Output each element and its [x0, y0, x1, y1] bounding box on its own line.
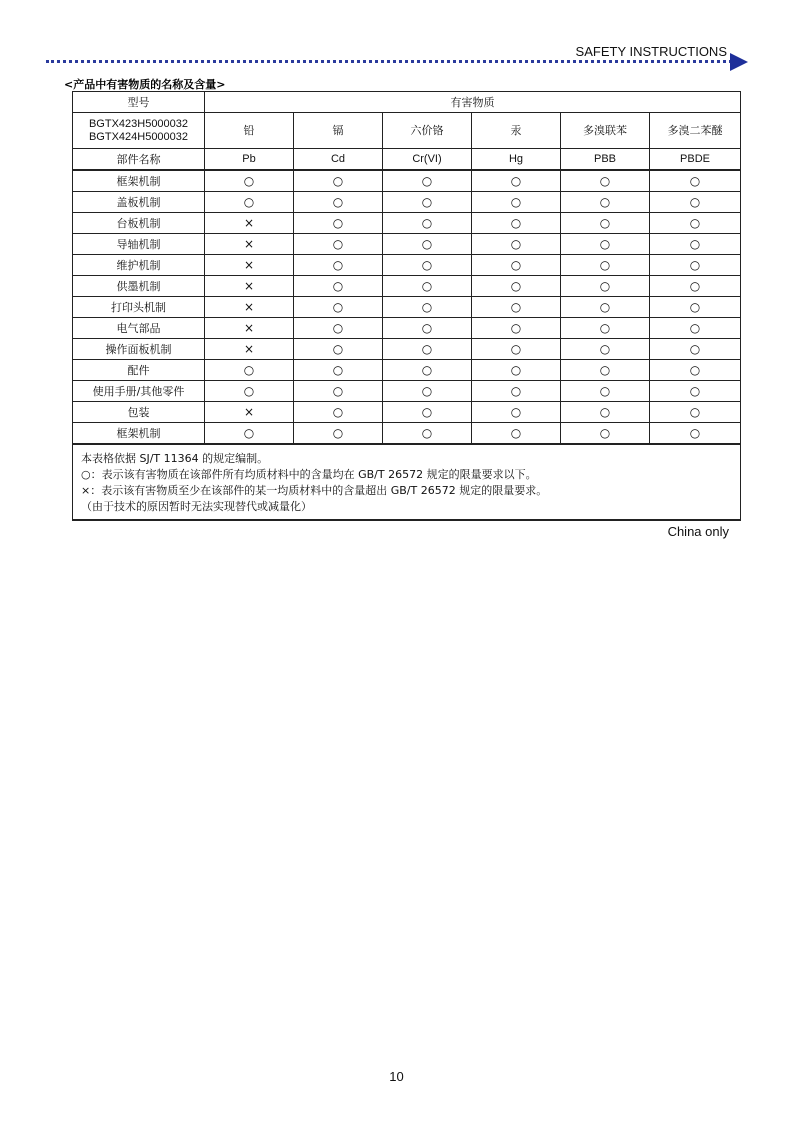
table-row [73, 339, 741, 360]
compliance-mark: ○ [561, 339, 650, 360]
part-name: 供墨机制 [73, 276, 205, 297]
compliance-mark: ○ [294, 297, 383, 318]
compliance-mark: ○ [294, 318, 383, 339]
substance-name: 多溴联苯 [561, 113, 650, 149]
compliance-mark: ○ [472, 192, 561, 213]
compliance-mark: ○ [650, 297, 741, 318]
compliance-mark: ○ [294, 423, 383, 445]
compliance-mark: ○ [650, 402, 741, 423]
part-name: 配件 [73, 360, 205, 381]
compliance-mark: ○ [383, 170, 472, 192]
compliance-mark: ○ [472, 318, 561, 339]
compliance-mark: ○ [650, 339, 741, 360]
compliance-mark: ○ [561, 318, 650, 339]
compliance-mark: ○ [561, 402, 650, 423]
compliance-mark: ○ [650, 381, 741, 402]
compliance-mark: ○ [650, 234, 741, 255]
substance-symbol: Pb [205, 149, 294, 171]
compliance-mark: ○ [650, 276, 741, 297]
compliance-mark: ○ [650, 170, 741, 192]
compliance-mark: ○ [205, 381, 294, 402]
note-line: （由于技术的原因暂时无法实现替代或减量化） [81, 500, 312, 513]
model-numbers [73, 113, 205, 149]
part-name: 打印头机制 [73, 297, 205, 318]
compliance-mark: × [205, 213, 294, 234]
compliance-mark: ○ [561, 192, 650, 213]
compliance-mark: ○ [650, 192, 741, 213]
compliance-mark: ○ [383, 381, 472, 402]
compliance-mark: ○ [383, 360, 472, 381]
table-row [73, 297, 741, 318]
table-title: <产品中有害物质的名称及含量> [64, 78, 226, 91]
compliance-mark: ○ [472, 339, 561, 360]
compliance-mark: ○ [383, 339, 472, 360]
part-name: 盖板机制 [73, 192, 205, 213]
compliance-mark: ○ [294, 192, 383, 213]
compliance-mark: ○ [561, 234, 650, 255]
compliance-mark: ○ [472, 255, 561, 276]
table-row [73, 318, 741, 339]
table-row [73, 276, 741, 297]
table-row [73, 360, 741, 381]
region-note: China only [667, 524, 729, 539]
substance-symbol: Cd [294, 149, 383, 171]
compliance-mark: ○ [472, 297, 561, 318]
compliance-mark: ○ [561, 213, 650, 234]
symbol-row [73, 149, 741, 171]
compliance-mark: × [205, 297, 294, 318]
compliance-mark: ○ [205, 170, 294, 192]
compliance-mark: ○ [472, 213, 561, 234]
substance-symbol: PBB [561, 149, 650, 171]
table-row [73, 423, 741, 445]
compliance-mark: × [205, 318, 294, 339]
compliance-mark: ○ [650, 213, 741, 234]
page-number: 10 [389, 1069, 404, 1084]
compliance-mark: ○ [294, 234, 383, 255]
model-number: BGTX423H5000032 [88, 117, 189, 130]
compliance-mark: ○ [294, 276, 383, 297]
substance-name: 镉 [294, 113, 383, 149]
table-row [73, 170, 741, 192]
compliance-mark: ○ [383, 192, 472, 213]
table-row [73, 255, 741, 276]
compliance-mark: ○ [561, 360, 650, 381]
compliance-mark: × [205, 339, 294, 360]
hazardous-substance-table [72, 91, 741, 521]
part-name: 包装 [73, 402, 205, 423]
arrow-right-icon [730, 53, 748, 71]
compliance-mark: ○ [561, 170, 650, 192]
compliance-mark: ○ [383, 423, 472, 445]
part-name: 使用手册/其他零件 [73, 381, 205, 402]
substance-header: 有害物质 [205, 92, 741, 113]
compliance-mark: ○ [561, 276, 650, 297]
substance-name: 多溴二苯醚 [650, 113, 741, 149]
compliance-mark: ○ [205, 192, 294, 213]
substance-name: 六价铬 [383, 113, 472, 149]
part-name: 维护机制 [73, 255, 205, 276]
table-row [73, 381, 741, 402]
compliance-mark: ○ [294, 339, 383, 360]
compliance-mark: × [205, 402, 294, 423]
compliance-mark: ○ [294, 381, 383, 402]
compliance-mark: ○ [294, 402, 383, 423]
section-title-label: SAFETY INSTRUCTIONS [575, 44, 727, 59]
part-name: 电气部品 [73, 318, 205, 339]
table-row [73, 234, 741, 255]
compliance-mark: ○ [383, 255, 472, 276]
table-row [73, 213, 741, 234]
part-label: 部件名称 [73, 149, 205, 171]
compliance-mark: ○ [650, 360, 741, 381]
part-name: 台板机制 [73, 213, 205, 234]
substance-name: 铅 [205, 113, 294, 149]
part-name: 导轴机制 [73, 234, 205, 255]
compliance-mark: ○ [383, 297, 472, 318]
compliance-mark: ○ [472, 423, 561, 445]
compliance-mark: ○ [205, 360, 294, 381]
compliance-mark: ○ [205, 423, 294, 445]
compliance-mark: ○ [294, 255, 383, 276]
compliance-mark: ○ [383, 402, 472, 423]
compliance-mark: ○ [472, 381, 561, 402]
compliance-mark: ○ [650, 423, 741, 445]
part-name: 框架机制 [73, 170, 205, 192]
compliance-mark: × [205, 276, 294, 297]
substance-symbol: PBDE [650, 149, 741, 171]
compliance-mark: × [205, 234, 294, 255]
compliance-mark: ○ [561, 381, 650, 402]
note-line: ○：表示该有害物质在该部件所有均质材料中的含量均在 GB/T 26572 规定的限量要求以下。 [81, 468, 537, 481]
part-name: 框架机制 [73, 423, 205, 445]
compliance-mark: ○ [561, 255, 650, 276]
compliance-mark: ○ [294, 170, 383, 192]
compliance-mark: ○ [472, 360, 561, 381]
substance-name-row [73, 113, 741, 149]
compliance-mark: ○ [472, 276, 561, 297]
compliance-mark: ○ [383, 234, 472, 255]
substance-symbol: Cr(VI) [383, 149, 472, 171]
compliance-mark: ○ [561, 423, 650, 445]
table-notes [73, 444, 741, 520]
compliance-mark: ○ [383, 276, 472, 297]
compliance-mark: ○ [650, 255, 741, 276]
table-row [73, 192, 741, 213]
note-line: 本表格依据 SJ/T 11364 的规定编制。 [81, 452, 269, 465]
model-number: BGTX424H5000032 [88, 130, 189, 143]
compliance-mark: × [205, 255, 294, 276]
compliance-mark: ○ [472, 402, 561, 423]
compliance-mark: ○ [294, 213, 383, 234]
compliance-mark: ○ [472, 234, 561, 255]
compliance-mark: ○ [383, 318, 472, 339]
substance-name: 汞 [472, 113, 561, 149]
note-line: ×：表示该有害物质至少在该部件的某一均质材料中的含量超出 GB/T 26572 规定的限量要求。 [81, 484, 548, 497]
compliance-mark: ○ [650, 318, 741, 339]
compliance-mark: ○ [383, 213, 472, 234]
model-label: 型号 [73, 92, 205, 113]
compliance-mark: ○ [472, 170, 561, 192]
compliance-mark: ○ [561, 297, 650, 318]
header-dotted-rule [46, 60, 732, 63]
table-row [73, 402, 741, 423]
compliance-mark: ○ [294, 360, 383, 381]
table-header-row [73, 92, 741, 113]
part-name: 操作面板机制 [73, 339, 205, 360]
notes-row [73, 444, 741, 520]
substance-symbol: Hg [472, 149, 561, 171]
